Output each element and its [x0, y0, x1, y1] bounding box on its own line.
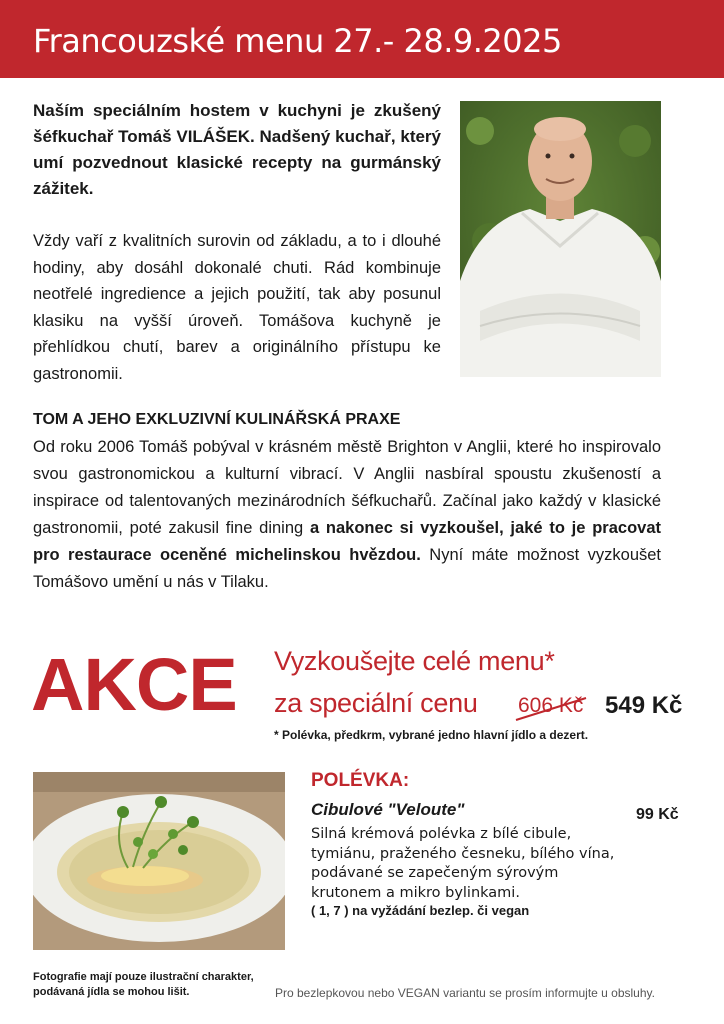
intro-paragraph: Naším speciálním hostem v kuchyni je zkušený šéfkuchař Tomáš VILÁŠEK. Nadšený kuchař, který umí pozvednout klasické recepty na gurmánský zážitek. [33, 101, 441, 198]
photo-disclaimer: Fotografie mají pouze ilustrační charakter, podávaná jídla se mohou lišit. [33, 971, 254, 998]
bio-paragraph: Vždy vaří z kvalitních surovin od základu, a to i dlouhé hodiny, aby dosáhl dokonalé chuti. Rád kombinuje neotřelé ingredience a jejich použití, tak aby posunul klasiku na vyšší úroveň. Tomášova kuchyně je přehlídkou chutí, barev a originálního přístupu ke gastronomii. [33, 232, 441, 383]
page-title: Francouzské menu 27.- 28.9.2025 [33, 22, 562, 60]
dish-description: Silná krémová polévka z bílé cibule, tymiánu, praženého česneku, bílého vína, podávané se zapečeným sýrovým krutonem a mikro bylinkami. [311, 826, 615, 901]
experience-paragraph [33, 434, 661, 596]
soup-photo [33, 772, 285, 950]
akce-heading: AKCE [31, 643, 237, 726]
dish-price: 99 Kč [636, 806, 679, 823]
new-price: 549 Kč [605, 692, 683, 719]
price-strike-line [514, 694, 588, 724]
section-title: TOM A JEHO EXKLUZIVNÍ KULINÁŘSKÁ PRAXE [33, 411, 401, 428]
experience-text-part1: Od roku 2006 Tomáš pobýval v krásném městě Brighton v Anglii, které ho inspirovalo svou gastronomickou a kulturní vibrací. V Anglii nasbíral spoustu zkušeností a inspirace od talentovaných mezinárodních šéfkuchařů. Začínal jako každý v klasické gastronomii, poté zakusil fine dining [33, 438, 661, 537]
experience-text-part2: Nyní máte možnost vyzkoušet Tomášovo umění u nás v Tilaku. [33, 546, 662, 591]
dish-allergens: ( 1, 7 ) na vyžádání bezlep. či vegan [311, 903, 530, 918]
experience-text-bold: a nakonec si vyzkoušel, jaké to je pracovat pro restaurace oceněné michelinskou hvězdou. [33, 519, 662, 564]
promo-line-1: Vyzkoušejte celé menu* [274, 646, 555, 676]
menu-category-title: POLÉVKA: [311, 770, 410, 791]
header-banner [0, 0, 724, 78]
dish-name: Cibulové "Veloute" [311, 800, 465, 819]
promo-line-2: za speciální cenu [274, 688, 478, 718]
dietary-info-note: Pro bezlepkovou nebo VEGAN variantu se prosím informujte u obsluhy. [275, 986, 655, 1000]
promo-footnote: * Polévka, předkrm, vybrané jedno hlavní jídlo a dezert. [274, 728, 589, 742]
chef-photo [460, 101, 661, 377]
old-price: 606 Kč [518, 694, 584, 717]
